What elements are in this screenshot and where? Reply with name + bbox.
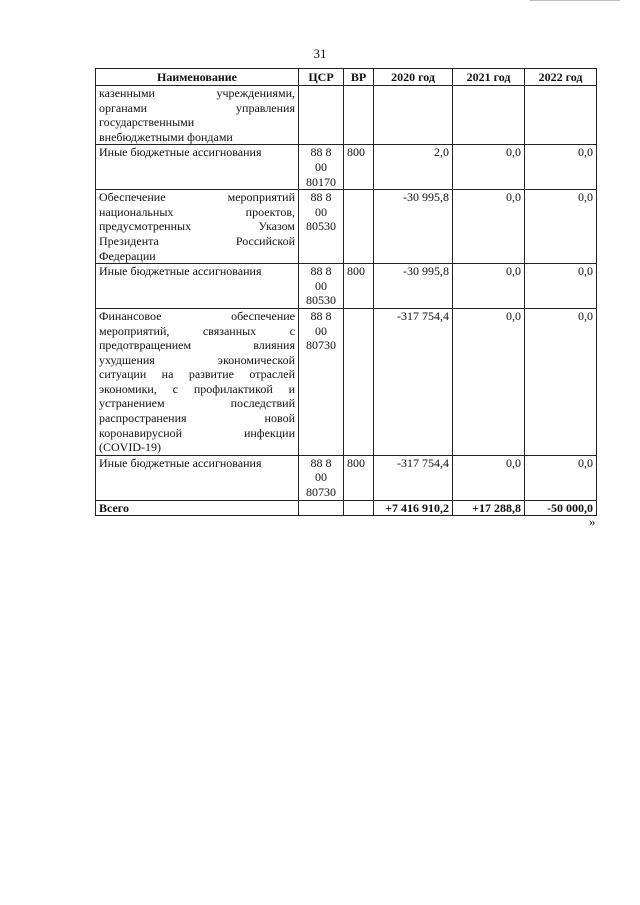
row-csr-line: 88 8	[310, 455, 332, 470]
row-name-line: казенными учреждениями,	[99, 86, 295, 100]
row-name-line: Президента Российской	[99, 233, 295, 248]
header-vr: ВР	[344, 69, 374, 86]
row-name-line: ситуации на развитие отраслей	[99, 367, 295, 382]
row-csr	[299, 145, 344, 190]
row-csr-line: 00	[315, 470, 327, 485]
table-row	[96, 264, 597, 309]
header-name: Наименование	[96, 69, 299, 86]
row-2022: 0,0	[525, 455, 597, 500]
row-csr	[299, 455, 344, 500]
row-csr-line: 00	[315, 204, 327, 219]
row-2020	[374, 86, 453, 145]
row-csr-line: 00	[315, 159, 327, 174]
total-label: Всего	[96, 500, 299, 516]
row-name-line: Иные бюджетные ассигнования	[99, 264, 262, 279]
row-name-line: Финансовое обеспечение	[99, 308, 295, 323]
row-name	[96, 190, 299, 264]
row-2021: 0,0	[453, 264, 525, 309]
row-csr-line: 00	[315, 278, 327, 293]
scan-edge-mark	[530, 0, 620, 1]
row-name-line: внебюджетными фондами	[99, 129, 233, 144]
row-name-line: мероприятий, связанных с	[99, 323, 295, 338]
row-2021	[453, 86, 525, 145]
row-name-line: (COVID-19)	[99, 440, 161, 455]
row-csr-line: 80730	[306, 338, 336, 353]
row-2020: -317 754,4	[374, 308, 453, 455]
row-name	[96, 308, 299, 455]
row-vr: 800	[344, 145, 374, 190]
row-vr	[344, 190, 374, 264]
row-csr-line: 00	[315, 323, 327, 338]
row-vr: 800	[344, 264, 374, 309]
table-row	[96, 455, 597, 500]
row-name	[96, 264, 299, 309]
row-name	[96, 145, 299, 190]
row-2022: 0,0	[525, 264, 597, 309]
row-2020: 2,0	[374, 145, 453, 190]
row-name-line: ухудшения экономической	[99, 352, 295, 367]
row-name-line: экономики, с профилактикой и	[99, 381, 295, 396]
header-csr: ЦСР	[299, 69, 344, 86]
header-2020: 2020 год	[374, 69, 453, 86]
row-2022: 0,0	[525, 308, 597, 455]
row-2022: 0,0	[525, 190, 597, 264]
table-header-row	[96, 69, 597, 86]
row-name-line: Обеспечение мероприятий	[99, 190, 295, 205]
row-name-line: Иные бюджетные ассигнования	[99, 455, 262, 470]
row-2021: 0,0	[453, 190, 525, 264]
row-name-line: национальных проектов,	[99, 204, 295, 219]
row-csr	[299, 86, 344, 145]
row-csr-line: 80530	[306, 293, 336, 308]
total-csr	[299, 500, 344, 516]
row-2021: 0,0	[453, 308, 525, 455]
row-name-line: Федерации	[99, 248, 156, 263]
row-csr	[299, 190, 344, 264]
header-2021: 2021 год	[453, 69, 525, 86]
closing-quote: »	[589, 514, 596, 529]
table-row	[96, 308, 597, 455]
row-2020: -317 754,4	[374, 455, 453, 500]
row-name-line: государственными	[99, 115, 195, 130]
row-csr-line: 88 8	[310, 264, 332, 279]
table-row	[96, 145, 597, 190]
header-2022: 2022 год	[525, 69, 597, 86]
row-name-line: органами управления	[99, 100, 295, 115]
total-row	[96, 500, 597, 516]
row-csr-line: 88 8	[310, 145, 332, 160]
row-name	[96, 86, 299, 145]
budget-table	[95, 68, 597, 516]
row-vr	[344, 86, 374, 145]
total-2022: -50 000,0	[525, 500, 597, 516]
row-name-line: устранением последствий	[99, 396, 295, 411]
table-row	[96, 86, 597, 145]
row-name	[96, 455, 299, 500]
total-2020: +7 416 910,2	[374, 500, 453, 516]
row-csr-line: 80730	[306, 485, 336, 500]
table-body	[96, 86, 597, 501]
row-2022	[525, 86, 597, 145]
row-name-line: Иные бюджетные ассигнования	[99, 145, 262, 160]
row-2021: 0,0	[453, 455, 525, 500]
total-2021: +17 288,8	[453, 500, 525, 516]
row-2022: 0,0	[525, 145, 597, 190]
table-row	[96, 190, 597, 264]
page-number: 31	[313, 46, 327, 61]
row-csr-line: 88 8	[310, 308, 332, 323]
row-vr: 800	[344, 455, 374, 500]
row-csr-line: 88 8	[310, 190, 332, 205]
row-2020: -30 995,8	[374, 190, 453, 264]
row-name-line: предусмотренных Указом	[99, 219, 295, 234]
row-csr	[299, 308, 344, 455]
row-csr-line: 80530	[306, 219, 336, 234]
row-2020: -30 995,8	[374, 264, 453, 309]
row-name-line: распространения новой	[99, 411, 295, 426]
row-2021: 0,0	[453, 145, 525, 190]
total-vr	[344, 500, 374, 516]
row-csr-line: 80170	[306, 174, 336, 189]
row-csr	[299, 264, 344, 309]
row-name-line: предотвращением влияния	[99, 338, 295, 353]
row-vr	[344, 308, 374, 455]
row-name-line: коронавирусной инфекции	[99, 425, 295, 440]
